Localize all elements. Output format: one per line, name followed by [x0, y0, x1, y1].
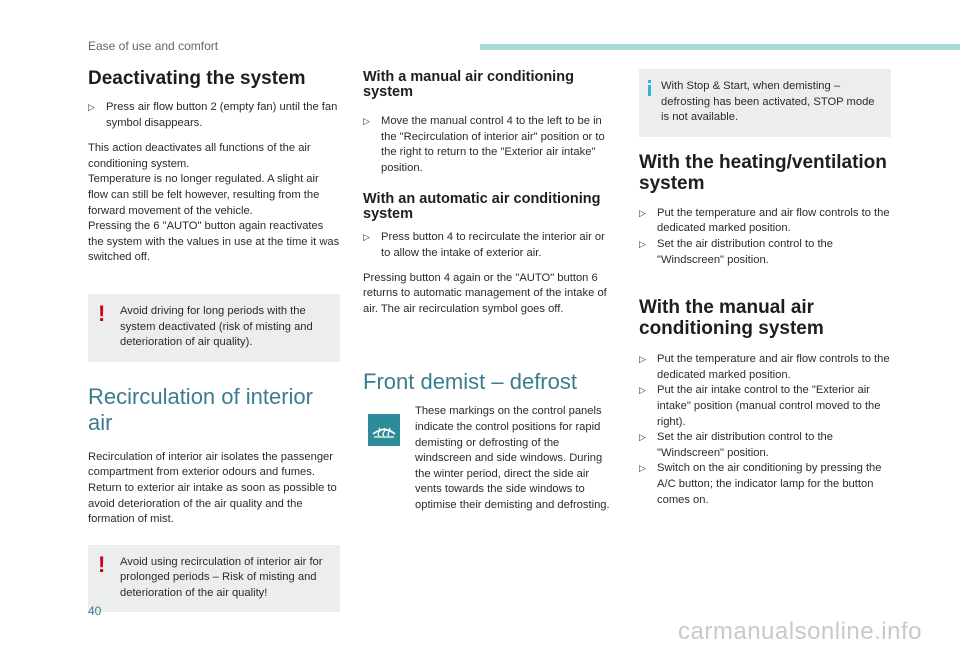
- manual-bullet-2: [639, 383, 891, 430]
- windscreen-demist-icon: [368, 414, 400, 446]
- arrow-marker-icon: ▷: [639, 238, 646, 249]
- section-header: Ease of use and comfort: [88, 39, 219, 53]
- info-box: [639, 69, 891, 137]
- warning-box-1: [88, 294, 340, 362]
- recirculation-heading: Recirculation of interior air: [88, 383, 313, 435]
- deactivating-heading: Deactivating the system: [88, 68, 306, 89]
- arrow-marker-icon: ▷: [88, 102, 95, 112]
- automatic-ac-bullet-text: Press button 4 to recirculate the interior air or to allow the intake of exterior air.: [381, 231, 605, 259]
- arrow-marker-icon: ▷: [639, 432, 646, 443]
- arrow-marker-icon: ▷: [363, 232, 370, 243]
- heating-ventilation-heading: With the heating/ventilation system: [639, 151, 887, 194]
- deactivate-para-3: Pressing the 6 "AUTO" button again reactivates the system with the values in use at the time it was switched off.: [88, 220, 340, 264]
- demist-row: [363, 404, 611, 513]
- column-3: [639, 64, 891, 508]
- page-number: 40: [88, 604, 102, 618]
- heating-bullet-1: [639, 206, 891, 237]
- manual-bullet-4: [639, 461, 891, 508]
- heating-bullet-1-text: Put the temperature and air flow controls to the dedicated marked position.: [657, 206, 890, 235]
- deactivate-para-1: This action deactivates all functions of the air conditioning system.: [88, 142, 311, 170]
- header-accent-bar: [480, 44, 960, 50]
- arrow-marker-icon: ▷: [639, 354, 646, 365]
- deactivate-para-2: Temperature is no longer regulated. A slight air flow can still be felt however, resulting from the forward movement of the vehicle.: [88, 173, 320, 217]
- arrow-marker-icon: ▷: [639, 385, 646, 396]
- warning-text-1: Avoid driving for long periods with the system deactivated (risk of misting and deterioration of air quality).: [120, 304, 313, 349]
- column-1: [88, 64, 340, 612]
- warning-text-2: Avoid using recirculation of interior air for prolonged periods – Risk of misting and deterioration of the air quality!: [120, 555, 323, 599]
- manual-ac-system-heading: With the manual air conditioning system: [639, 297, 824, 340]
- automatic-ac-bullet: [363, 230, 611, 261]
- deactivate-bullet: [88, 100, 340, 131]
- automatic-ac-para: Pressing button 4 again or the "AUTO" button 6 returns to automatic management of the intake of air. The air recirculation symbol goes off.: [363, 271, 607, 315]
- info-text: With Stop & Start, when demisting – defrosting has been activated, STOP mode is not available.: [661, 80, 875, 124]
- column-2: [363, 64, 611, 514]
- warning-box-2: [88, 545, 340, 613]
- arrow-marker-icon: ▷: [639, 463, 646, 474]
- automatic-ac-heading: With an automatic air conditioning system: [363, 191, 601, 223]
- recirculation-para-2: Return to exterior air intake as soon as possible to avoid deterioration of the air quality and the formation of mist.: [88, 481, 337, 526]
- manual-bullet-3: [639, 430, 891, 461]
- recirculation-para-1: Recirculation of interior air isolates the passenger compartment from exterior odours and fumes.: [88, 450, 334, 479]
- exclamation-icon: !: [98, 300, 106, 326]
- manual-ac-bullet-text: Move the manual control 4 to the left to be in the "Recirculation of interior air" position or to the right to return to the "Exterior air intake" position.: [381, 115, 605, 174]
- heating-bullet-2: [639, 237, 891, 268]
- manual-bullet-1-text: Put the temperature and air flow controls to the dedicated marked position.: [657, 353, 890, 381]
- manual-ac-heading: With a manual air conditioning system: [363, 69, 574, 100]
- manual-bullet-4-text: Switch on the air conditioning by pressing the A/C button; the indicator lamp for the button comes on.: [657, 462, 882, 506]
- arrow-marker-icon: ▷: [363, 116, 370, 126]
- deactivate-bullet-text: Press air flow button 2 (empty fan) until the fan symbol disappears.: [106, 101, 338, 129]
- demist-text: These markings on the control panels indicate the control positions for rapid demisting or defrosting of the windscreen and side windows. During the winter period, direct the side air vents towards the side windows to optimise their demisting and defrosting.: [415, 405, 610, 511]
- info-icon: [648, 80, 651, 96]
- heating-bullet-2-text: Set the air distribution control to the "Windscreen" position.: [657, 237, 833, 266]
- front-demist-heading: Front demist – defrost: [363, 369, 577, 395]
- manual-bullet-2-text: Put the air intake control to the "Exterior air intake" position (manual control moved to the right).: [657, 384, 881, 428]
- manual-ac-bullet: [363, 114, 611, 176]
- arrow-marker-icon: ▷: [639, 207, 646, 218]
- watermark: carmanualsonline.info: [678, 618, 922, 645]
- exclamation-icon: !: [98, 551, 106, 577]
- manual-bullet-1: [639, 352, 891, 383]
- manual-bullet-3-text: Set the air distribution control to the "Windscreen" position.: [657, 431, 833, 459]
